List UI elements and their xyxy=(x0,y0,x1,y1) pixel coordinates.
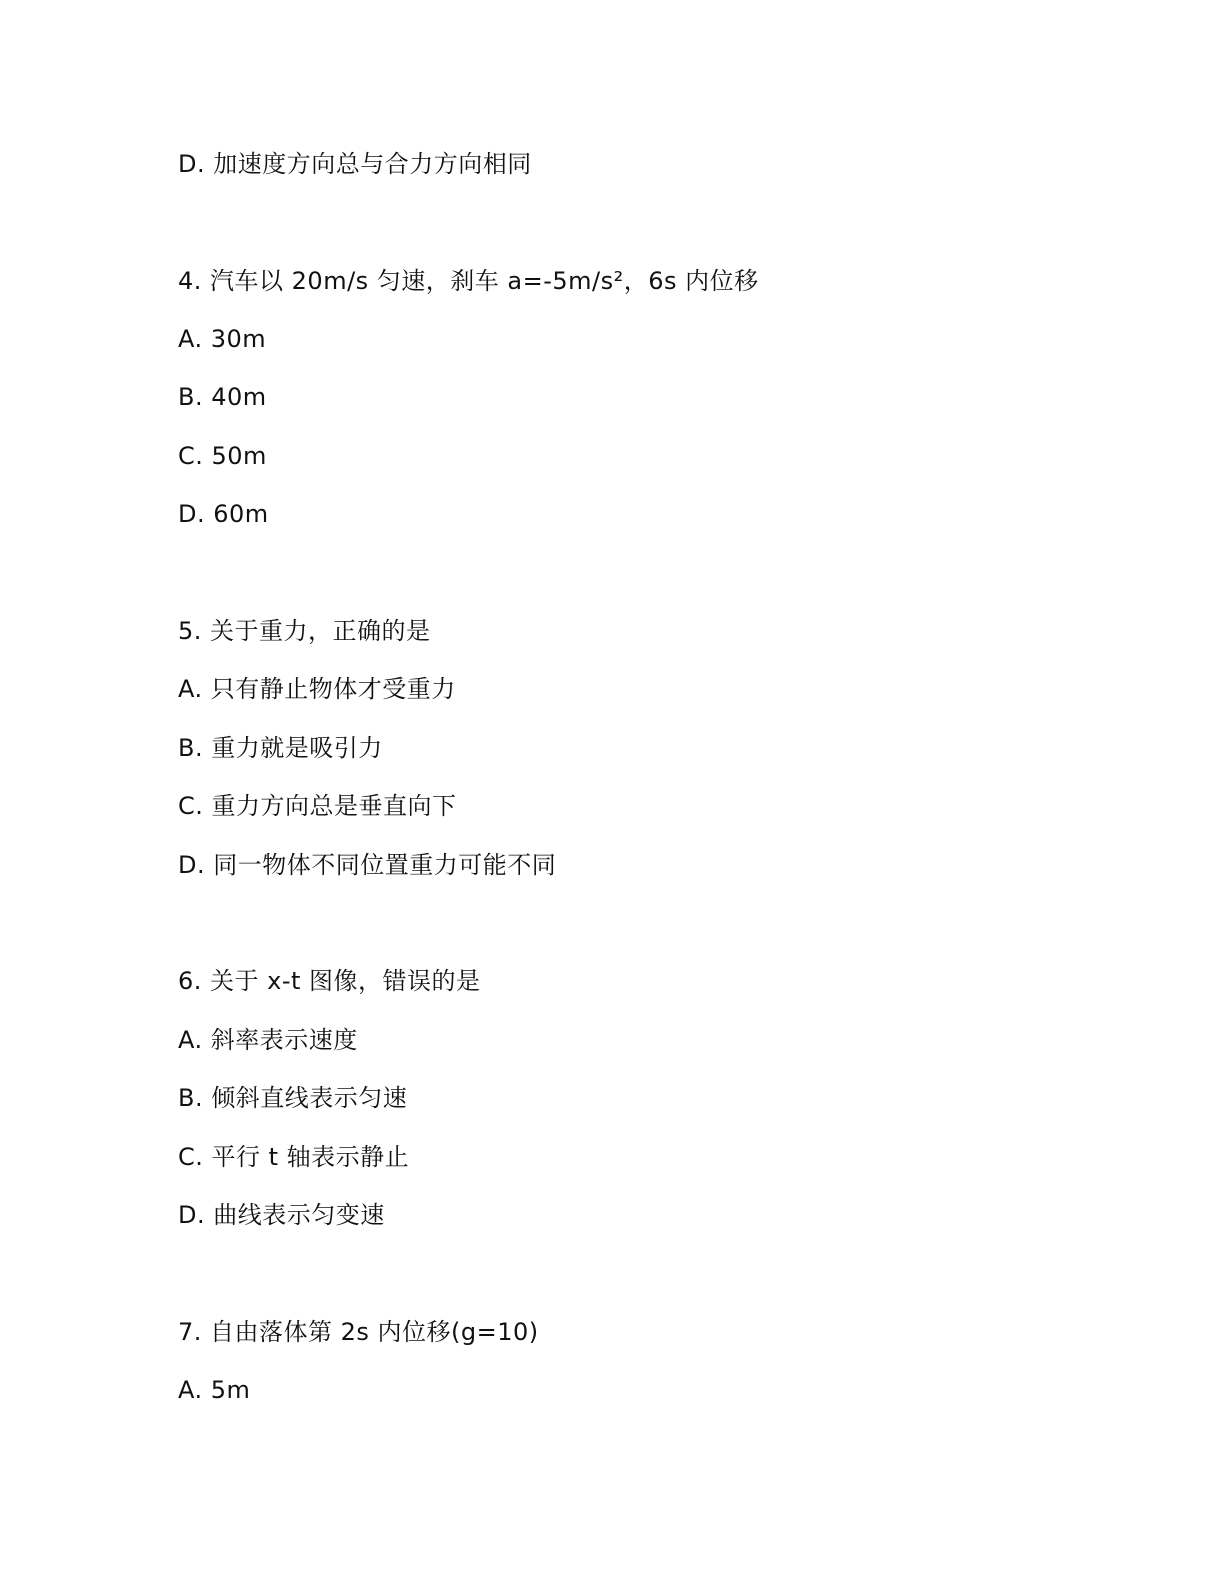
question-line: 6. 关于 x-t 图像，错误的是 xyxy=(178,967,481,995)
option-line: B. 40m xyxy=(178,383,267,411)
option-line: D. 60m xyxy=(178,500,269,528)
question-line: 7. 自由落体第 2s 内位移(g=10) xyxy=(178,1318,539,1346)
option-line: C. 重力方向总是垂直向下 xyxy=(178,792,457,820)
option-line: D. 同一物体不同位置重力可能不同 xyxy=(178,851,557,879)
option-line: D. 曲线表示匀变速 xyxy=(178,1201,385,1229)
option-line: A. 30m xyxy=(178,325,267,353)
option-line: D. 加速度方向总与合力方向相同 xyxy=(178,150,532,178)
option-line: A. 5m xyxy=(178,1376,251,1404)
option-line: C. 50m xyxy=(178,442,267,470)
option-line: B. 重力就是吸引力 xyxy=(178,734,383,762)
option-line: B. 倾斜直线表示匀速 xyxy=(178,1084,408,1112)
option-line: C. 平行 t 轴表示静止 xyxy=(178,1143,410,1171)
question-line: 4. 汽车以 20m/s 匀速，刹车 a=-5m/s²，6s 内位移 xyxy=(178,267,759,295)
option-line: A. 只有静止物体才受重力 xyxy=(178,675,456,703)
question-line: 5. 关于重力，正确的是 xyxy=(178,617,431,645)
option-line: A. 斜率表示速度 xyxy=(178,1026,358,1054)
